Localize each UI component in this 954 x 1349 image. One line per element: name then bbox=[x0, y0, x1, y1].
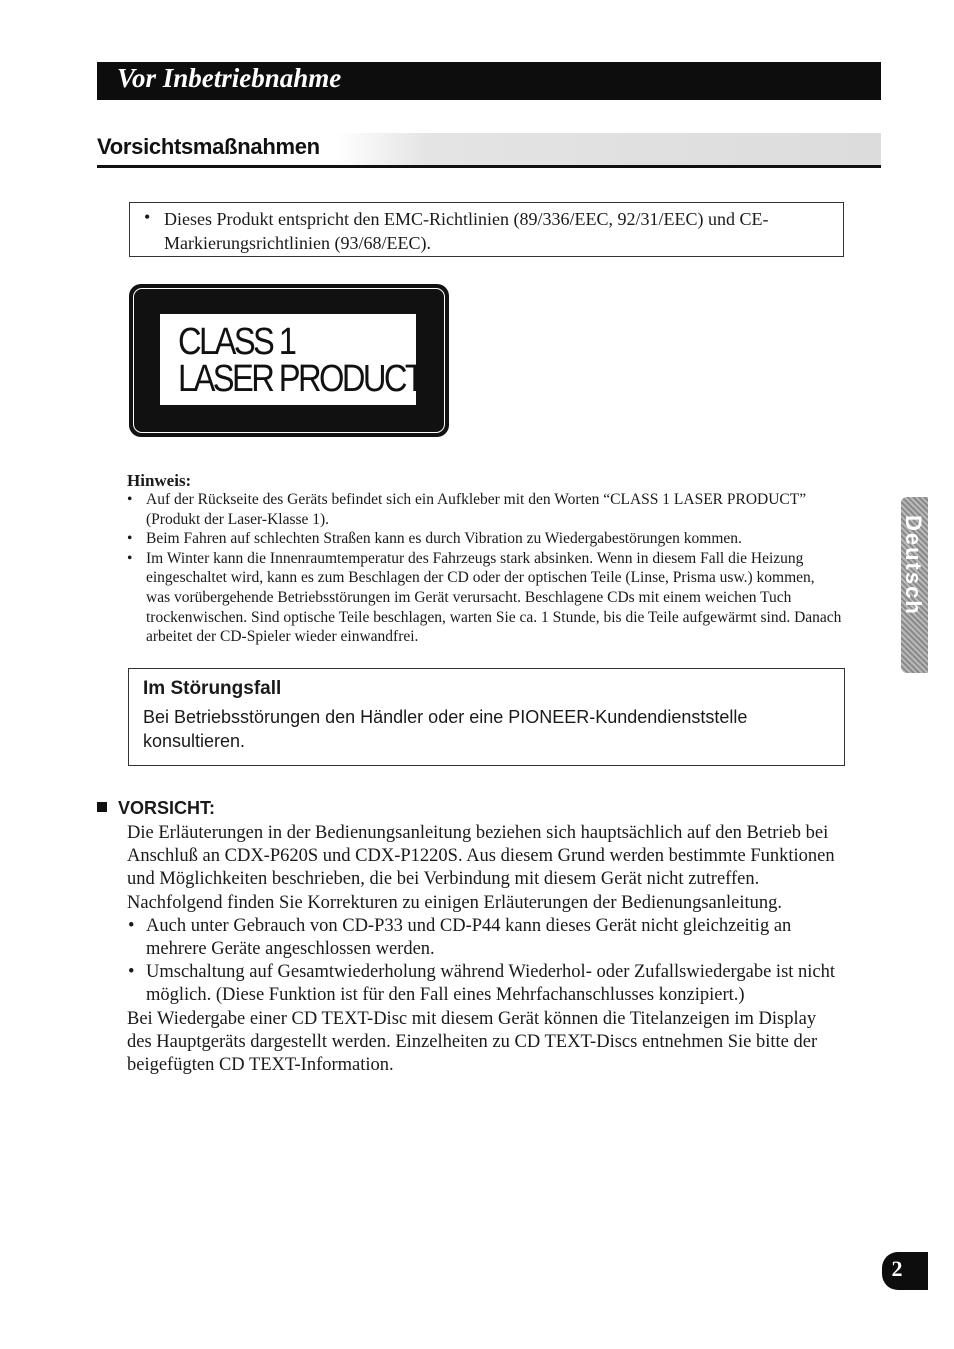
emc-notice-text: Dieses Produkt entspricht den EMC-Richtlinien (89/336/EEC, 92/31/EEC) und CE-Markierungsrichtlinien (93/68/EEC). bbox=[164, 209, 769, 253]
language-tab-label: Deutsch bbox=[901, 515, 926, 616]
notes-title: Hinweis: bbox=[127, 471, 192, 490]
square-bullet-icon bbox=[97, 802, 107, 812]
page-number: 2 bbox=[891, 1256, 903, 1281]
section-title: Vor Inbetriebnahme bbox=[117, 63, 342, 93]
caution-bullet: • Auch unter Gebrauch von CD-P33 und CD-P44 kann dieses Gerät nicht gleichzeitig an mehrere Geräte angeschlossen werden. bbox=[127, 915, 843, 961]
emc-notice-box bbox=[129, 202, 844, 257]
subsection-header bbox=[97, 133, 881, 168]
laser-label-panel bbox=[160, 314, 423, 405]
bullet-icon: • bbox=[144, 207, 151, 227]
page-number-tab bbox=[882, 1252, 928, 1290]
caution-outro: Bei Wiedergabe einer CD TEXT-Disc mit diesem Gerät können die Titelanzeigen im Display des Hauptgeräts dargestellt werden. Einzelheiten zu CD TEXT-Discs entnehmen Sie bitte der beigefügten CD TEXT-Information. bbox=[127, 1008, 818, 1076]
caution-bullet: • Umschaltung auf Gesamtwiederholung während Wiederhol- oder Zufallswiedergabe ist nicht möglich. (Diese Funktion ist für den Fall eines Mehrfachanschlusses konzipiert.) bbox=[127, 961, 843, 1007]
note-item: • Beim Fahren auf schlechten Straßen kann es durch Vibration zu Wiedergabestörungen kommen. bbox=[127, 529, 842, 549]
laser-label-line-1: CLASS 1 bbox=[178, 321, 295, 363]
trouble-title: Im Störungsfall bbox=[143, 678, 282, 699]
caution-heading bbox=[97, 798, 215, 819]
caution-intro: Die Erläuterungen in der Bedienungsanleitung beziehen sich hauptsächlich auf den Betrieb bei Anschluß an CDX-P620S und CDX-P1220S. Aus diesem Grund werden bestimmte Funktionen und Möglichkeiten beschrieben, die bei Verbindung mit diesem Gerät nicht zutreffen. Nachfolgend finden Sie Korrekturen zu einigen Erläuterungen der Bedienungsanleitung. bbox=[127, 823, 835, 913]
note-item: • Im Winter kann die Innenraumtemperatur des Fahrzeugs stark absinken. Wenn in diesem Fall die Heizung eingeschaltet wird, kann es zum Beschlagen der CD oder der optischen Teile (Linse, Prisma usw.) kommen, was vorübergehende Betriebsstörungen im Gerät verursacht. Beschlagene CDs mit einem weichen Tuch trockenwischen. Sind optische Teile beschlagen, warten Sie ca. 1 Stunde, bis die Teile aufgewärmt sind. Danach arbeitet der CD-Spieler wieder einwandfrei. bbox=[127, 549, 842, 647]
caution-heading-text: VORSICHT: bbox=[118, 798, 216, 818]
section-banner bbox=[97, 62, 881, 100]
subsection-title: Vorsichtsmaßnahmen bbox=[97, 134, 320, 159]
caution-body bbox=[127, 822, 843, 1077]
note-item: • Auf der Rückseite des Geräts befindet sich ein Aufkleber mit den Worten “CLASS 1 LASER PRODUCT” (Produkt der Laser-Klasse 1). bbox=[127, 490, 842, 529]
trouble-text: Bei Betriebsstörungen den Händler oder eine PIONEER-Kundendienststelle konsultieren. bbox=[143, 707, 748, 751]
laser-label-line-2: LASER PRODUCT bbox=[178, 358, 423, 400]
trouble-box bbox=[128, 668, 845, 766]
laser-class-label bbox=[129, 284, 449, 437]
notes-list bbox=[127, 490, 842, 647]
language-tab bbox=[901, 497, 928, 673]
